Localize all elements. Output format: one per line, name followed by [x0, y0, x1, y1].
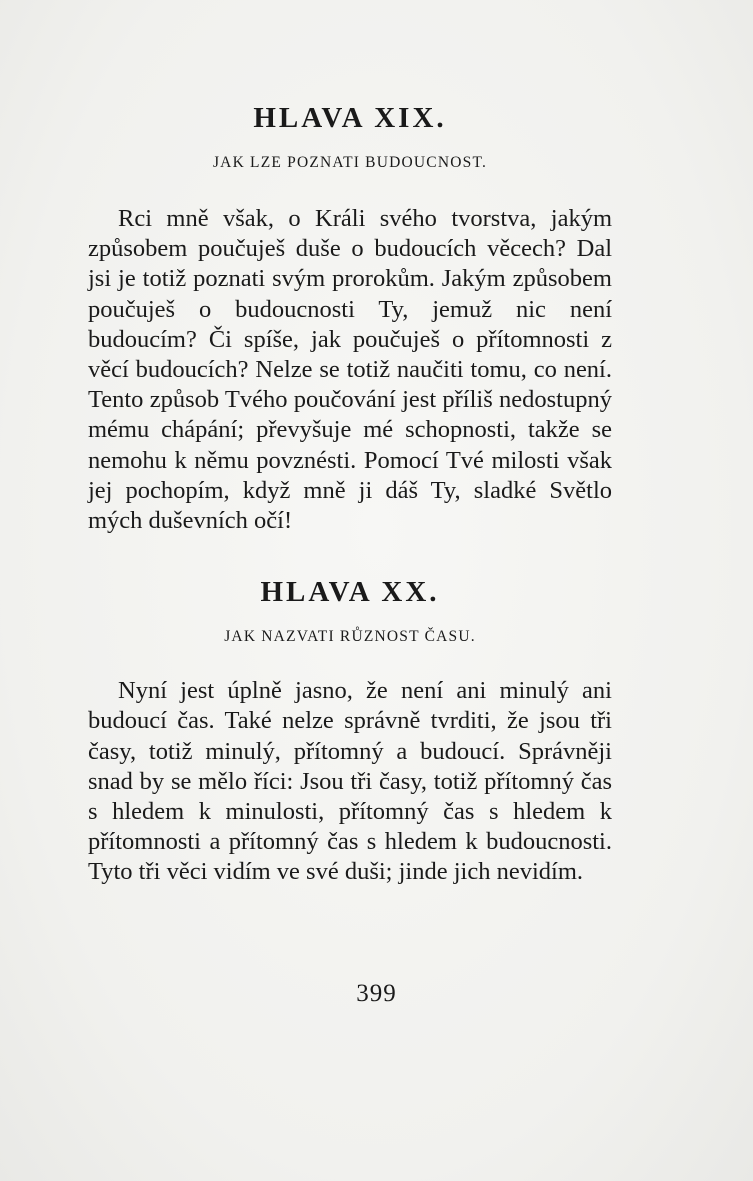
chapter-heading: HLAVA XX.	[260, 576, 440, 609]
chapter-paragraph: Nyní jest úplně jasno, že není ani minulý ani budoucí čas. Také nelze správně tvrditi, že jsou tři časy, totiž minulý, přítomný a budoucí. Správněji snad by se mělo říci: Jsou tři časy, totiž přítomný čas s hledem k minulosti, přítomný čas s hledem k přítomnosti a přítomný čas s hledem k budoucnosti. Tyto tři věci vidím ve své duši; jinde jich nevidím.	[88, 677, 612, 886]
chapter-subtitle: JAK NAZVATI RŮZNOST ČASU.	[224, 628, 476, 646]
chapter-paragraph: Rci mně však, o Králi svého tvorstva, jakým způsobem poučuješ duše o budoucích věcech? Dal jsi je totiž poznati svým prorokům. Jakým způsobem poučuješ o budoucnosti Ty, jemuž nic není budoucím? Či spíše, jak poučuješ o přítomnosti z věcí budoucích? Nelze se totiž naučiti tomu, co není. Tento způsob Tvého poučování jest příliš nedostupný mému chápání; převyšuje mé schopnosti, takže se nemohu k němu povznésti. Pomocí Tvé milosti však jej pochopím, když mně ji dáš Ty, sladké Světlo mých duševních očí!	[88, 205, 612, 535]
page-number: 399	[356, 980, 397, 1007]
chapter-heading: HLAVA XIX.	[253, 102, 447, 134]
chapter-subtitle: JAK LZE POZNATI BUDOUCNOST.	[212, 154, 488, 171]
page-content	[88, 96, 612, 888]
